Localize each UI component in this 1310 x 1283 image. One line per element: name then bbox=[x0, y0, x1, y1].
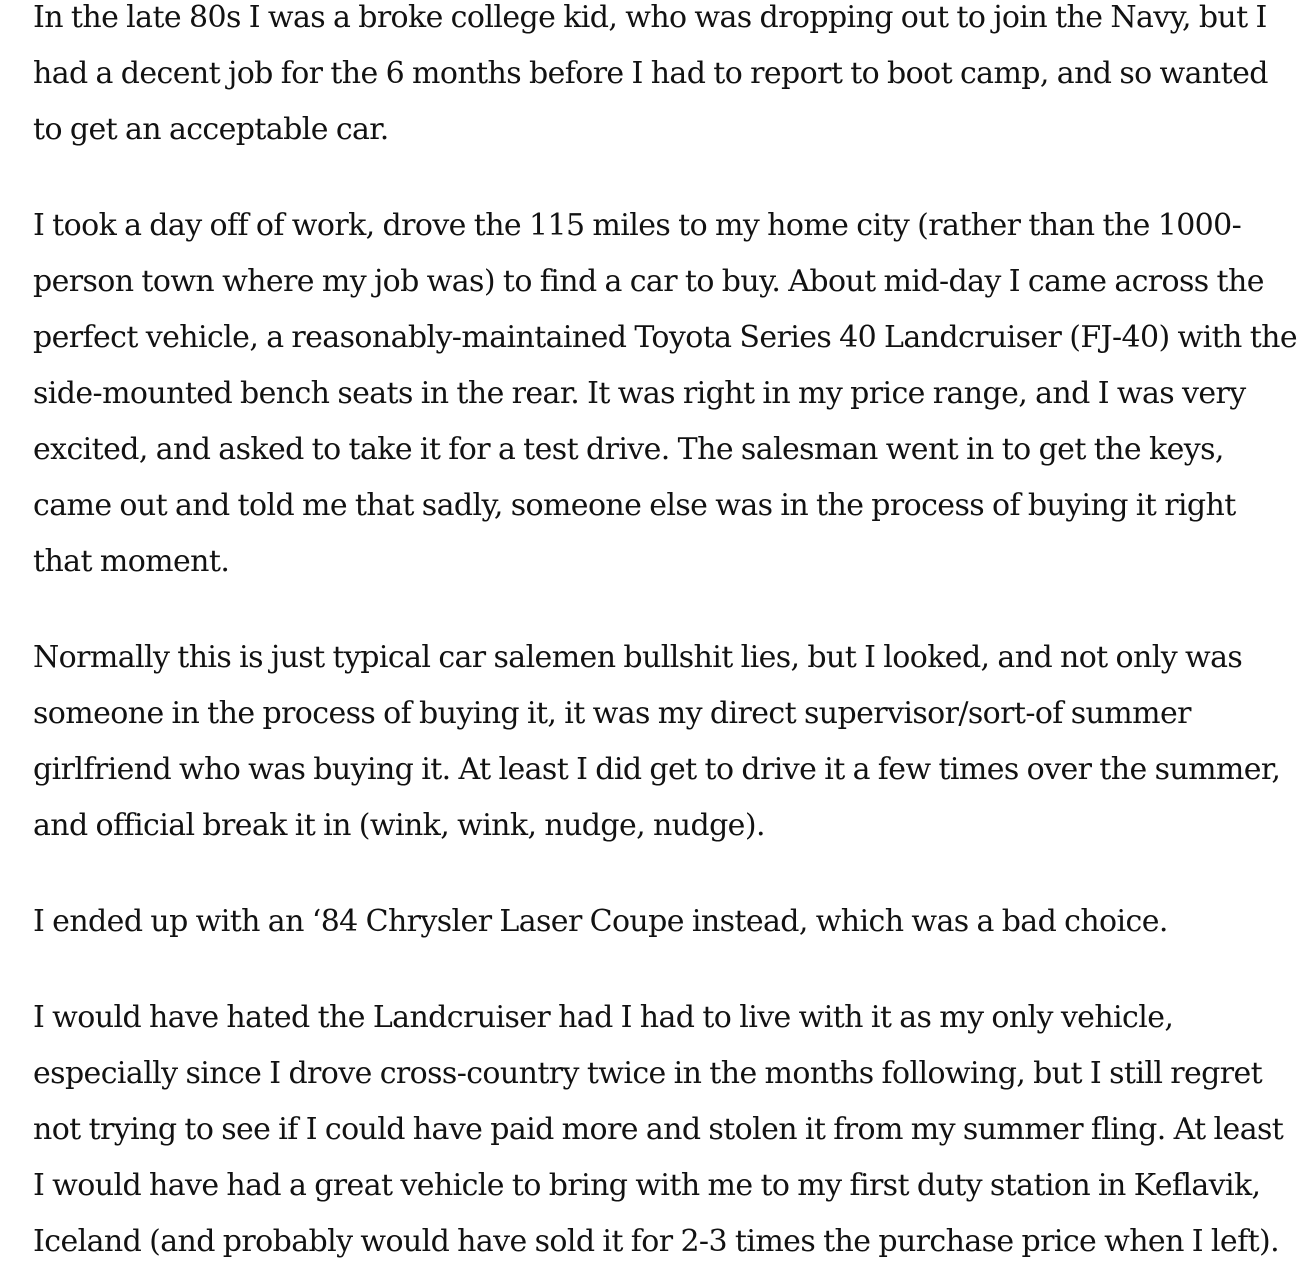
paragraph-5: I would have hated the Landcruiser had I had to live with it as my only vehicle, especially since I drove cross-country twice in the months following, but I still regret not trying to see if I could have paid more and stolen it from my summer fling. At least I would have had a great vehicle to bring with me to my first duty station in Keflavik, Iceland (and probably would have sold it for 2-3 times the purchase price when I left). bbox=[33, 1000, 1284, 1259]
paragraph-2: I took a day off of work, drove the 115 miles to my home city (rather than the 1000-person town where my job was) to find a car to buy. About mid-day I came across the perfect vehicle, a reasonably-maintained Toyota Series 40 Landcruiser (FJ-40) with the side-mounted bench seats in the rear. It was right in my price range, and I was very excited, and asked to take it for a test drive. The salesman went in to get the keys, came out and told me that sadly, someone else was in the process of buying it right that moment. bbox=[33, 208, 1298, 579]
article-body bbox=[33, 0, 1298, 1270]
paragraph-4: I ended up with an ‘84 Chrysler Laser Coupe instead, which was a bad choice. bbox=[33, 904, 1168, 939]
paragraph-1: In the late 80s I was a broke college kid, who was dropping out to join the Navy, but I had a decent job for the 6 months before I had to report to boot camp, and so wanted to get an acceptable car. bbox=[33, 0, 1268, 147]
paragraph-3: Normally this is just typical car salemen bullshit lies, but I looked, and not only was someone in the process of buying it, it was my direct supervisor/sort-of summer girlfriend who was buying it. At least I did get to drive it a few times over the summer, and official break it in (wink, wink, nudge, nudge). bbox=[33, 640, 1281, 843]
